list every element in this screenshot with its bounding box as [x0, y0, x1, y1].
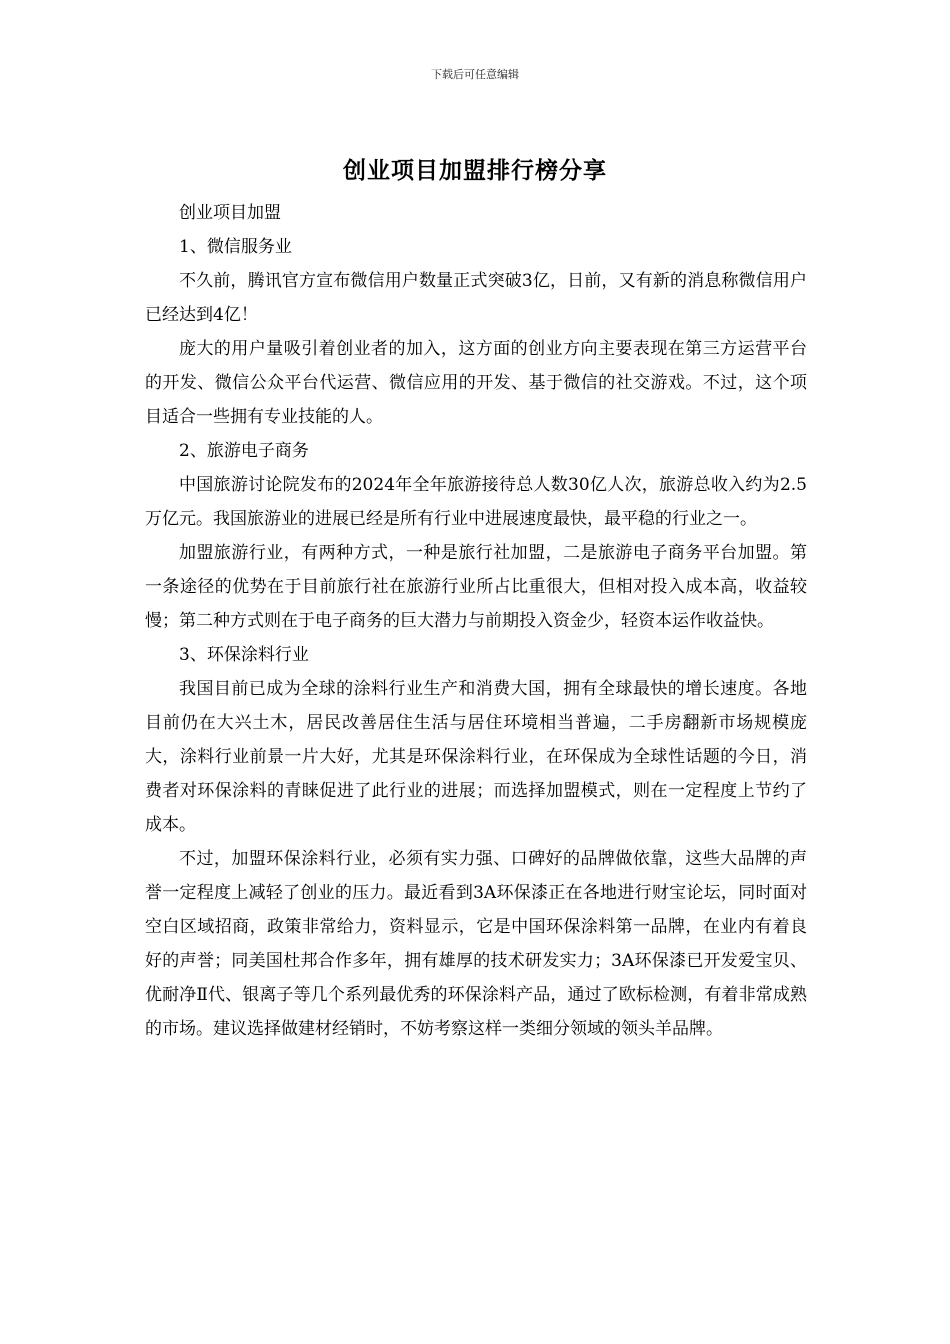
document-body — [145, 196, 807, 1046]
body-paragraph: 我国目前已成为全球的涂料行业生产和消费大国，拥有全球最快的增长速度。各地目前仍在大兴土木，居民改善居住生活与居住环境相当普遍，二手房翻新市场规模庞大，涂料行业前景一片大好，尤其是环保涂料行业，在环保成为全球性话题的今日，消费者对环保涂料的青睐促进了此行业的进展；而选择加盟模式，则在一定程度上节约了成本。 — [145, 679, 807, 835]
section-heading-coating: 3、环保涂料行业 — [179, 645, 309, 665]
section-intro-paragraph: 创业项目加盟 — [179, 203, 281, 223]
header-note: 下载后可任意编辑 — [431, 68, 519, 81]
document-title: 创业项目加盟排行榜分享 — [343, 157, 607, 184]
section-heading-travel: 2、旅游电子商务 — [179, 441, 309, 461]
section-heading-wechat: 1、微信服务业 — [179, 237, 292, 257]
body-paragraph: 不过，加盟环保涂料行业，必须有实力强、口碑好的品牌做依靠，这些大品牌的声誉一定程度上减轻了创业的压力。最近看到3A环保漆正在各地进行财宝论坛，同时面对空白区域招商，政策非常给力，资料显示，它是中国环保涂料第一品牌，在业内有着良好的声誉；同美国杜邦合作多年，拥有雄厚的技术研发实力；3A环保漆已开发爱宝贝、优耐净Ⅱ代、银离子等几个系列最优秀的环保涂料产品，通过了欧标检测，有着非常成熟的市场。建议选择做建材经销时，不妨考察这样一类细分领域的领头羊品牌。 — [145, 849, 807, 1039]
body-paragraph: 加盟旅游行业，有两种方式，一种是旅行社加盟，二是旅游电子商务平台加盟。第一条途径的优势在于目前旅行社在旅游行业所占比重很大，但相对投入成本高，收益较慢；第二种方式则在于电子商务的巨大潜力与前期投入资金少，轻资本运作收益快。 — [145, 543, 807, 631]
body-paragraph: 不久前，腾讯官方宣布微信用户数量正式突破3亿，日前，又有新的消息称微信用户已经达到4亿！ — [145, 271, 807, 325]
body-paragraph: 中国旅游讨论院发布的2024年全年旅游接待总人数30亿人次，旅游总收入约为2.5万亿元。我国旅游业的进展已经是所有行业中进展速度最快，最平稳的行业之一。 — [145, 475, 807, 529]
body-paragraph: 庞大的用户量吸引着创业者的加入，这方面的创业方向主要表现在第三方运营平台的开发、微信公众平台代运营、微信应用的开发、基于微信的社交游戏。不过，这个项目适合一些拥有专业技能的人。 — [145, 339, 807, 427]
